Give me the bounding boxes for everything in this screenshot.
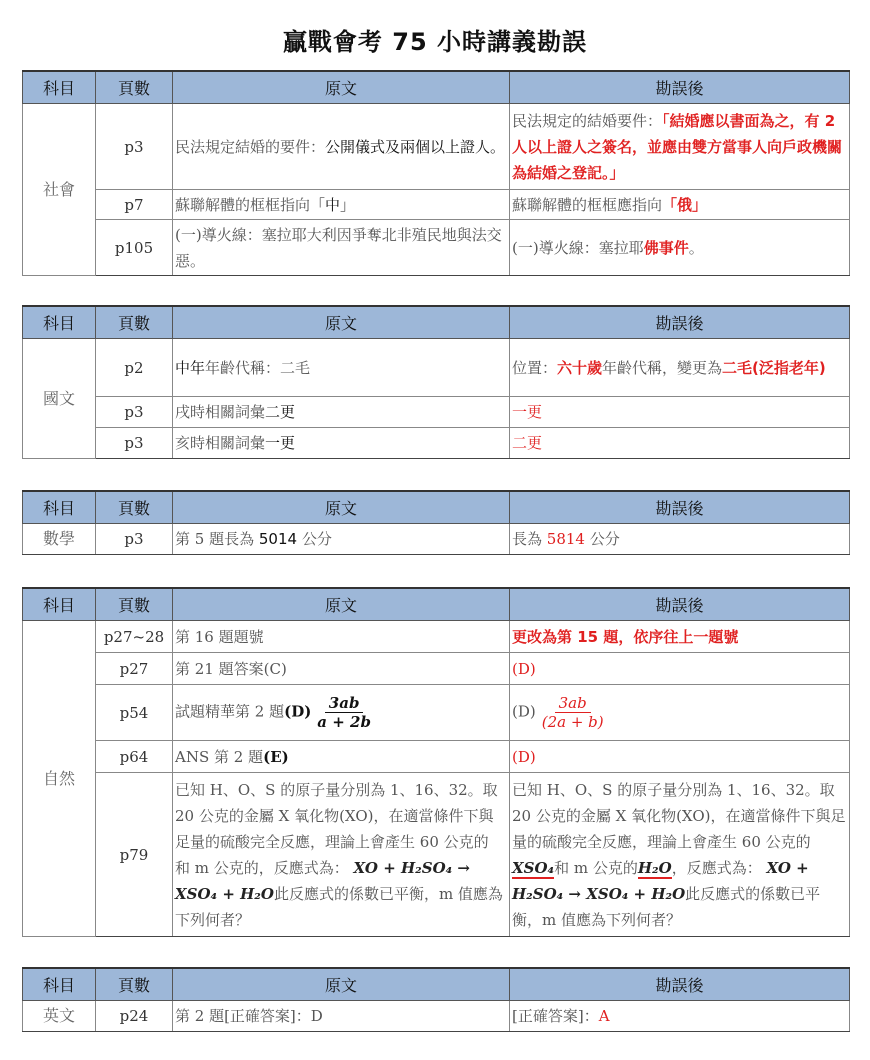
- original-cell: [173, 397, 510, 428]
- header-corrected: 勘誤後: [510, 588, 850, 621]
- header-page: 頁數: [96, 71, 173, 104]
- original-cell: 第 16 題題號: [173, 621, 510, 653]
- original-fraction: [313, 694, 375, 731]
- corrected-cell: [510, 104, 850, 190]
- corrected-text: 民法規定的結婚要件：: [512, 111, 663, 130]
- header-subject: 科目: [23, 71, 96, 104]
- corrected-xso4: XSO₄: [512, 858, 555, 877]
- corrected-text-after: ，反應式為：: [671, 858, 762, 877]
- corrected-cell: (D): [510, 741, 850, 773]
- original-cell: [173, 773, 510, 937]
- subject-cell: 自然: [23, 621, 96, 937]
- corrected-text: (D): [512, 702, 536, 721]
- corrected-highlight: A: [598, 1007, 610, 1025]
- header-corrected: 勘誤後: [510, 306, 850, 339]
- corrected-text-end: 公分: [584, 530, 620, 548]
- page-cell: p3: [96, 104, 173, 190]
- page-cell: p27~28: [96, 621, 173, 653]
- header-page: 頁數: [96, 968, 173, 1001]
- header-original: 原文: [173, 71, 510, 104]
- corrected-highlight: 「結婚應以書面為之，有 2 人以上證人之簽名，並應由雙方當事人向戶政機關為結婚之登記。」: [512, 111, 843, 182]
- fraction-numerator: 3ab: [555, 694, 591, 713]
- page-cell: p79: [96, 773, 173, 937]
- corrected-cell: [510, 773, 850, 937]
- page-cell: p7: [96, 190, 173, 220]
- page-cell: p24: [96, 1001, 173, 1032]
- subject-cell: 國文: [23, 339, 96, 459]
- corrected-text-mid: 年齡代稱，變更為: [602, 358, 723, 377]
- corrected-highlight: 六十歲: [557, 358, 603, 377]
- header-original: 原文: [173, 491, 510, 524]
- page-title: 贏戰會考 75 小時講義勘誤: [282, 28, 588, 56]
- page-cell: p3: [96, 524, 173, 555]
- header-row: [23, 491, 850, 524]
- corrected-text: 蘇聯解體的框框應指向: [512, 195, 663, 214]
- subject-cell: 英文: [23, 1001, 96, 1032]
- corrected-cell: 更改為第 15 題，依序往上一題號: [510, 621, 850, 653]
- original-highlight: 一更: [265, 434, 296, 452]
- corrected-fraction: [538, 694, 608, 731]
- corrected-cell: (D): [510, 653, 850, 685]
- table-row: [23, 428, 850, 459]
- corrected-highlight-end: 二毛(泛指老年): [722, 358, 826, 377]
- header-corrected: 勘誤後: [510, 71, 850, 104]
- original-cell: [173, 428, 510, 459]
- original-cell: 第 2 題[正確答案]：D: [173, 1001, 510, 1032]
- header-original: 原文: [173, 588, 510, 621]
- corrected-text: 已知 H、O、S 的原子量分別為 1、16、32。取 20 公克的金屬 X 氧化物(XO)，在適當條件下與足量的硫酸完全反應，理論上會產生 60 公克的: [512, 780, 846, 851]
- page-cell: p27: [96, 653, 173, 685]
- original-text-end: 公分: [297, 530, 332, 548]
- social-table: [22, 70, 850, 276]
- table-row: [23, 773, 850, 937]
- header-subject: 科目: [23, 306, 96, 339]
- original-text: ANS 第 2 題: [175, 747, 264, 766]
- original-text: 年齡代稱：二毛: [205, 358, 311, 377]
- corrected-highlight: 佛事件: [643, 238, 689, 257]
- corrected-cell: 一更: [510, 397, 850, 428]
- header-page: 頁數: [96, 306, 173, 339]
- science-table: [22, 587, 850, 937]
- header-page: 頁數: [96, 491, 173, 524]
- table-row: [23, 190, 850, 220]
- subject-cell: 社會: [23, 104, 96, 276]
- original-text: 試題精華第 2 題: [175, 702, 285, 721]
- header-corrected: 勘誤後: [510, 491, 850, 524]
- page-cell: p3: [96, 397, 173, 428]
- corrected-highlight: 5814: [546, 530, 585, 548]
- original-cell: [173, 190, 510, 220]
- chinese-table: [22, 305, 850, 459]
- reaction-equation: XO + H₂SO₄ → XSO₄ + H₂O: [175, 858, 471, 903]
- original-highlight: (E): [263, 747, 289, 766]
- header-row: [23, 588, 850, 621]
- corrected-text-end: 此反應式的係數已平衡，m 值應為下列何者？: [512, 884, 821, 929]
- corrected-cell: 二更: [510, 428, 850, 459]
- corrected-text: 長為: [512, 530, 547, 548]
- page-cell: p64: [96, 741, 173, 773]
- corrected-text: [正確答案]：: [512, 1007, 599, 1025]
- table-row: [23, 741, 850, 773]
- original-highlight: (D): [284, 702, 312, 721]
- original-cell: 第 21 題答案(C): [173, 653, 510, 685]
- fraction-numerator: 3ab: [325, 694, 364, 713]
- header-row: [23, 306, 850, 339]
- header-subject: 科目: [23, 588, 96, 621]
- table-row: [23, 524, 850, 555]
- original-cell: [173, 524, 510, 555]
- corrected-text-mid: 和 m 公克的: [554, 858, 638, 877]
- header-original: 原文: [173, 968, 510, 1001]
- original-text: 戌時相關詞彙: [175, 403, 266, 421]
- table-row: [23, 339, 850, 397]
- original-text: 民法規定結婚的要件：: [175, 137, 326, 156]
- corrected-highlight: 「俄」: [662, 195, 708, 214]
- header-subject: 科目: [23, 491, 96, 524]
- page-cell: p2: [96, 339, 173, 397]
- table-row: [23, 397, 850, 428]
- original-highlight: 5014: [258, 530, 298, 548]
- math-table: [22, 490, 850, 555]
- header-original: 原文: [173, 306, 510, 339]
- corrected-text-end: 。: [688, 238, 704, 257]
- table-row: [23, 621, 850, 653]
- table-row: [23, 685, 850, 741]
- header-subject: 科目: [23, 968, 96, 1001]
- corrected-text: 位置：: [512, 358, 558, 377]
- fraction-denominator: (2a + b): [541, 713, 604, 731]
- original-text-end: 此反應式的係數已平衡，m 值應為下列何者？: [175, 884, 503, 929]
- english-table: [22, 967, 850, 1032]
- table-row: [23, 1001, 850, 1032]
- original-highlight: 公開儀式及兩個以上證人。: [325, 137, 506, 156]
- page-cell: p54: [96, 685, 173, 741]
- original-highlight: 中年: [175, 358, 206, 377]
- corrected-cell: [510, 339, 850, 397]
- page-cell: p3: [96, 428, 173, 459]
- corrected-h2o: H₂O: [637, 858, 672, 877]
- table-row: [23, 653, 850, 685]
- original-text: 亥時相關詞彙: [175, 434, 266, 452]
- original-cell: [173, 685, 510, 741]
- header-page: 頁數: [96, 588, 173, 621]
- corrected-cell: [510, 220, 850, 276]
- original-cell: [173, 339, 510, 397]
- original-cell: (一)導火線：塞拉耶大利因爭奪北非殖民地與法交惡。: [173, 220, 510, 276]
- corrected-cell: [510, 190, 850, 220]
- header-row: [23, 968, 850, 1001]
- fraction-denominator: a + 2b: [317, 713, 371, 731]
- reaction-equation: XO + H₂SO₄ → XSO₄ + H₂O: [512, 858, 809, 903]
- original-highlight: 二更: [265, 403, 296, 421]
- corrected-cell: [510, 1001, 850, 1032]
- corrected-text: (一)導火線：塞拉耶: [512, 238, 644, 257]
- original-text: 已知 H、O、S 的原子量分別為 1、16、32。取 20 公克的金屬 X 氧化物(XO)，在適當條件下與足量的硫酸完全反應，理論上會產生 60 公克的 和 m 公克的，反應式為：: [175, 780, 498, 877]
- header-corrected: 勘誤後: [510, 968, 850, 1001]
- table-row: [23, 104, 850, 190]
- original-cell: [173, 104, 510, 190]
- corrected-cell: [510, 524, 850, 555]
- subject-cell: 數學: [23, 524, 96, 555]
- page-cell: p105: [96, 220, 173, 276]
- original-cell: [173, 741, 510, 773]
- table-row: [23, 220, 850, 276]
- corrected-cell: [510, 685, 850, 741]
- original-text: 第 5 題長為: [175, 530, 259, 548]
- header-row: [23, 71, 850, 104]
- original-text: 蘇聯解體的框框指向: [175, 195, 311, 214]
- original-highlight: 「中」: [310, 195, 356, 214]
